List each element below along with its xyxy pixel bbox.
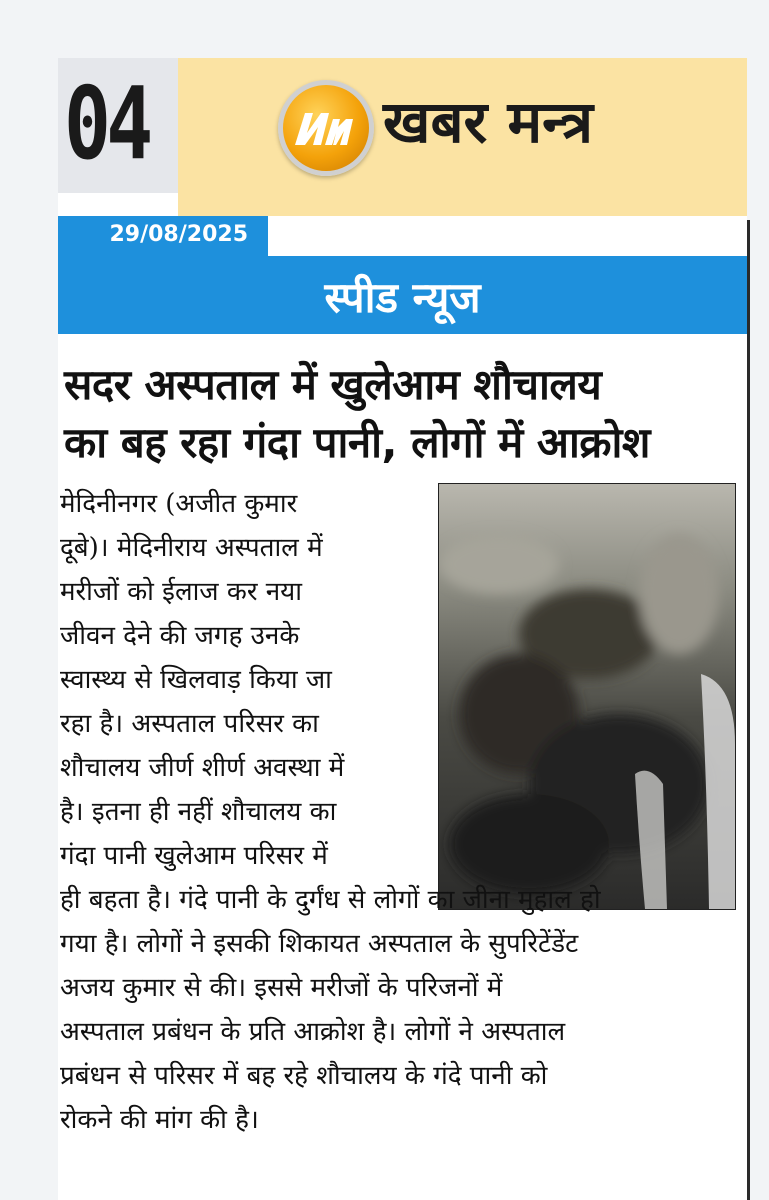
body-line: दूबे)। मेदिनीराय अस्पताल में — [60, 533, 323, 563]
km-logo-mark — [291, 105, 361, 151]
body-line: स्वास्थ्य से खिलवाड़ किया जा — [60, 665, 332, 695]
body-line: प्रबंधन से परिसर में बह रहे शौचालय के गंदे पानी को — [60, 1061, 548, 1091]
body-line: अस्पताल प्रबंधन के प्रति आक्रोश है। लोगों ने अस्पताल — [60, 1017, 566, 1047]
article-headline — [64, 356, 744, 472]
brand-name: खबर मन्त्र — [383, 88, 594, 156]
column-rule — [747, 220, 750, 1200]
issue-date: 29/08/2025 — [109, 222, 248, 247]
body-line: रहा है। अस्पताल परिसर का — [60, 709, 319, 739]
section-title: स्पीड न्यूज — [324, 273, 481, 322]
headline-line-2: का बह रहा गंदा पानी, लोगों में आक्रोश — [64, 418, 650, 467]
body-line: है। इतना ही नहीं शौचालय का — [60, 797, 337, 827]
body-line: रोकने की मांग की है। — [60, 1105, 259, 1135]
page-number-box — [58, 58, 178, 193]
body-line: गया है। लोगों ने इसकी शिकायत अस्पताल के सुपरिटेंडेंट — [60, 929, 579, 959]
body-line: ही बहता है। गंदे पानी के दुर्गंध से लोगों का जीना मुहाल हो — [60, 885, 601, 915]
body-line: मेदिनीनगर (अजीत कुमार — [60, 489, 298, 519]
body-line: जीवन देने की जगह उनके — [60, 621, 300, 651]
body-line: शौचालय जीर्ण शीर्ण अवस्था में — [60, 753, 345, 783]
body-line: अजय कुमार से की। इससे मरीजों के परिजनों में — [60, 973, 503, 1003]
newspaper-page — [58, 58, 747, 1200]
body-line: गंदा पानी खुलेआम परिसर में — [60, 841, 328, 871]
km-logo-icon — [278, 80, 374, 176]
headline-line-1: सदर अस्पताल में खुलेआम शौचालय — [64, 360, 602, 409]
page-number: 04 — [64, 65, 149, 182]
body-line: मरीजों को ईलाज कर नया — [60, 577, 302, 607]
date-strip — [58, 216, 268, 256]
article-body — [60, 482, 747, 1142]
section-bar — [58, 256, 747, 334]
masthead — [178, 58, 747, 216]
